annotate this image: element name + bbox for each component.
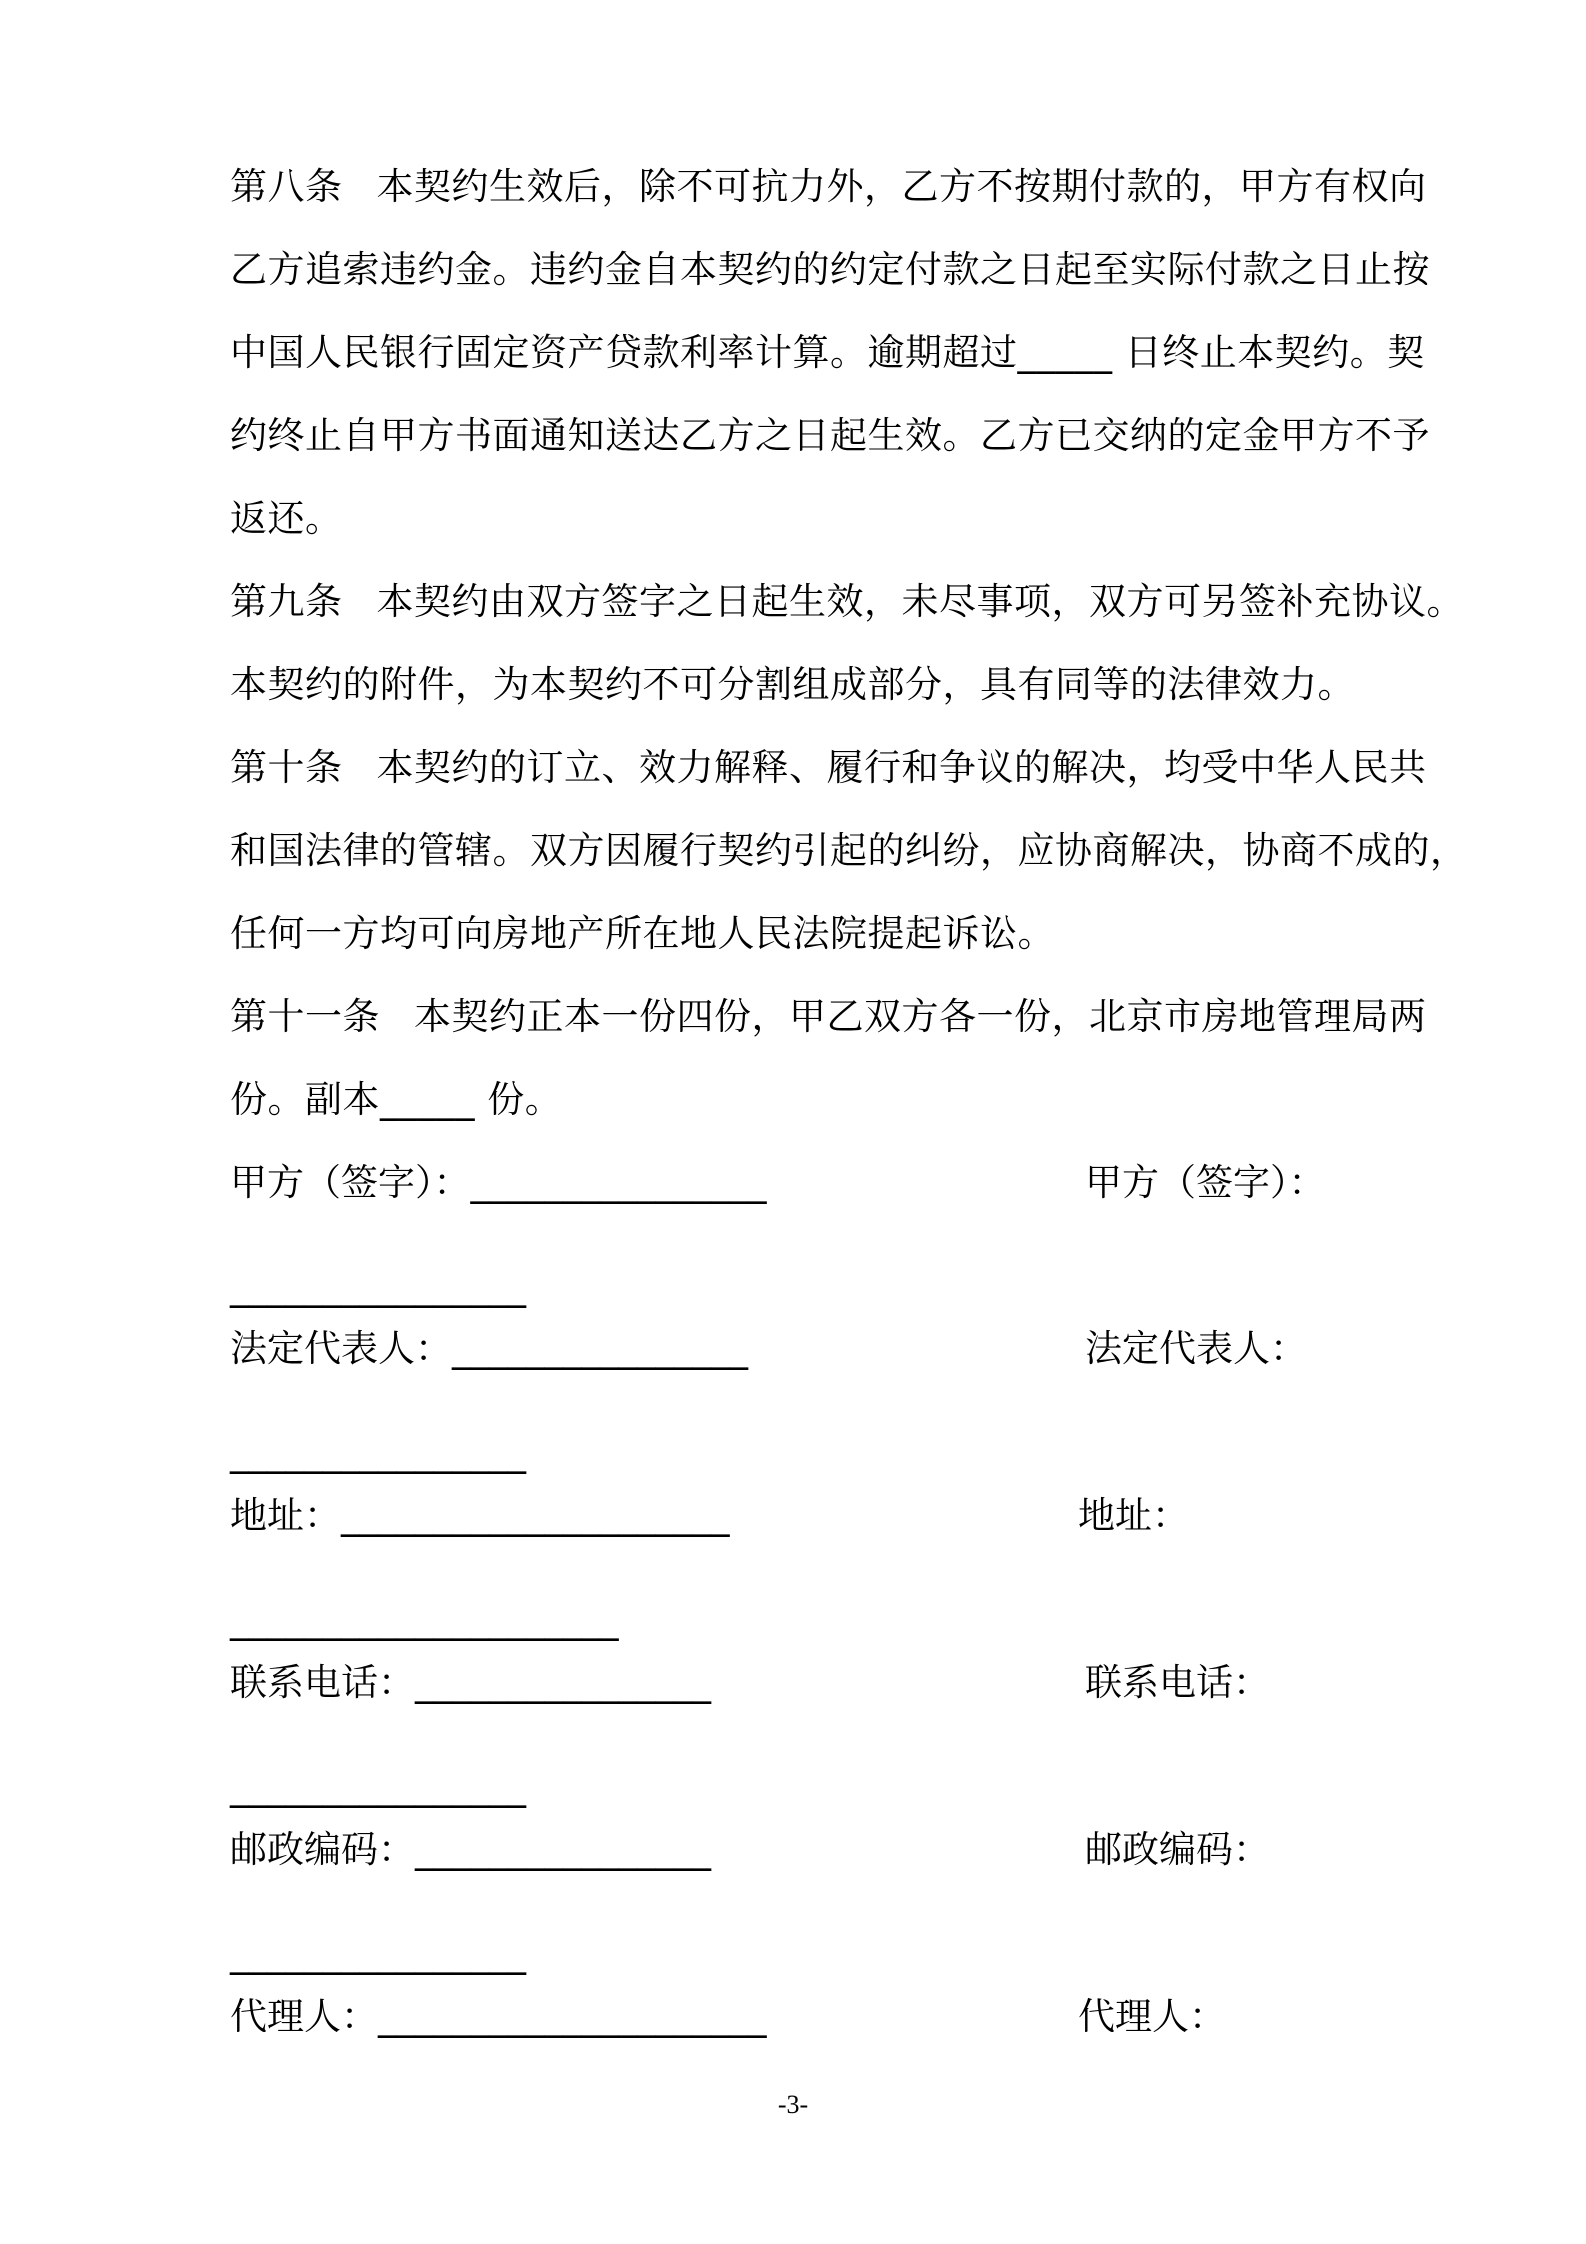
party-a-legal-rep-field[interactable]: 法定代表人：________________ bbox=[230, 1327, 748, 1370]
party-b-address-blank[interactable]: _____________________ bbox=[230, 1598, 619, 1641]
party-b-phone-blank[interactable]: ________________ bbox=[230, 1765, 526, 1808]
article-10-line-1 bbox=[230, 746, 1427, 790]
party-b-legal-rep-label: 法定代表人： bbox=[1085, 1327, 1307, 1370]
party-b-phone-label: 联系电话： bbox=[1085, 1661, 1270, 1704]
article-10-line-3: 任何一方均可向房地产所在地人民法院提起诉讼。 bbox=[230, 912, 1055, 955]
article-10-text-1: 本契约的订立、效力解释、履行和争议的解决，均受中华人民共 bbox=[376, 746, 1427, 789]
party-a-postcode-field[interactable]: 邮政编码：________________ bbox=[230, 1828, 711, 1871]
party-b-postcode-blank[interactable]: ________________ bbox=[230, 1932, 526, 1975]
party-a-agent-field[interactable]: 代理人：_____________________ bbox=[230, 1995, 767, 2038]
article-9-number: 第九条 bbox=[230, 580, 343, 623]
article-11-line-1 bbox=[230, 995, 1427, 1039]
party-a-address-field[interactable]: 地址：_____________________ bbox=[230, 1494, 730, 1537]
article-9-line-2: 本契约的附件，为本契约不可分割组成部分，具有同等的法律效力。 bbox=[230, 663, 1355, 706]
page-number: -3- bbox=[777, 2090, 809, 2119]
party-b-sign-blank[interactable]: ________________ bbox=[230, 1265, 526, 1308]
party-b-postcode-label: 邮政编码： bbox=[1085, 1828, 1270, 1871]
article-10-line-2: 和国法律的管辖。双方因履行契约引起的纠纷，应协商解决，协商不成的， bbox=[230, 829, 1468, 872]
article-8-line-2: 乙方追索违约金。违约金自本契约的约定付款之日起至实际付款之日止按 bbox=[230, 248, 1430, 291]
article-8-line-1 bbox=[230, 165, 1427, 209]
party-b-legal-rep-blank[interactable]: ________________ bbox=[230, 1431, 526, 1474]
article-8-line-3: 中国人民银行固定资产贷款利率计算。逾期超过_____ 日终止本契约。契 bbox=[230, 331, 1425, 374]
article-8-number: 第八条 bbox=[230, 165, 343, 208]
article-8-line-5: 返还。 bbox=[230, 497, 343, 540]
article-9-line-1 bbox=[230, 580, 1464, 624]
article-10-number: 第十条 bbox=[230, 746, 343, 789]
article-8-text-1: 本契约生效后，除不可抗力外，乙方不按期付款的，甲方有权向 bbox=[376, 165, 1427, 208]
article-9-text-1: 本契约由双方签字之日起生效，未尽事项，双方可另签补充协议。 bbox=[376, 580, 1464, 623]
article-11-number: 第十一条 bbox=[230, 995, 380, 1038]
party-a-sign-field[interactable]: 甲方（签字）：________________ bbox=[230, 1161, 767, 1204]
party-b-sign-label: 甲方（签字）： bbox=[1085, 1161, 1326, 1204]
article-11-line-2: 份。副本_____ 份。 bbox=[230, 1078, 563, 1121]
article-11-text-1: 本契约正本一份四份，甲乙双方各一份，北京市房地管理局两 bbox=[414, 995, 1427, 1038]
party-b-address-label: 地址： bbox=[1078, 1494, 1189, 1537]
article-8-line-4: 约终止自甲方书面通知送达乙方之日起生效。乙方已交纳的定金甲方不予 bbox=[230, 414, 1430, 457]
party-a-phone-field[interactable]: 联系电话：________________ bbox=[230, 1661, 711, 1704]
party-b-agent-label: 代理人： bbox=[1078, 1995, 1226, 2038]
